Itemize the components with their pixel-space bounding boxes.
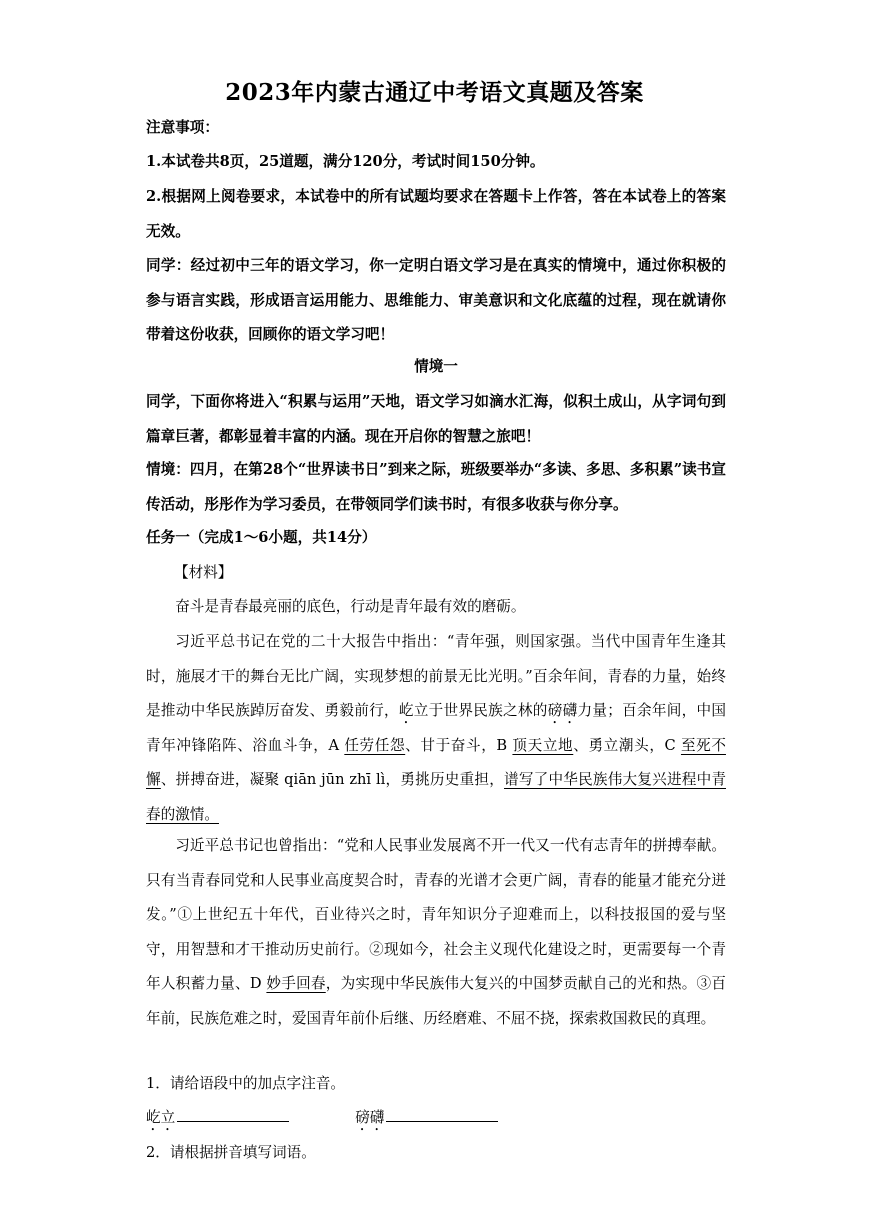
- dotted-char: 屹: [398, 702, 414, 719]
- q1-word-1: 屹立: [146, 1109, 176, 1126]
- task-heading: 任务一（完成1～6小题，共14分）: [146, 529, 377, 546]
- notice-item-1: 1.本试卷共8页，25道题，满分120分，考试时间150分钟。: [146, 153, 545, 170]
- question-2: 2．请根据拼音填写词语。: [146, 1144, 316, 1161]
- material-paragraph-1: 奋斗是青春最亮丽的底色，行动是青年最有效的磨砺。: [175, 598, 526, 615]
- underlined-sentence: 谱写了中华民族伟大复兴进程中青春的激情。: [146, 771, 726, 823]
- section-intro: 同学，下面你将进入“积累与运用”天地，语文学习如滴水汇海，似积土成山，从字词句到篇章巨著，都彰显着丰富的内涵。现在开启你的智慧之旅吧！: [146, 393, 726, 445]
- document-title: 2023年内蒙古通辽中考语文真题及答案: [225, 79, 644, 106]
- material-paragraph-2: 习近平总书记在党的二十大报告中指出：“青年强，则国家强。当代中国青年生逢其时，施展才干的舞台无比广阔，实现梦想的前景无比光明。”百余年间，青春的力量，始终是推动中华民族踔厉奋发、勇毅前行，屹立于世界民族之林的磅礴力量；百余年间，中国青年冲锋陷阵、浴血斗争，A 任劳任怨、甘于奋斗，B 顶天立地、勇立潮头，C 至死不懈、拼搏奋进，凝聚 qiān jūn zhī lì，勇挑历史重担，谱写了中华民族伟大复兴进程中青春的激情。: [146, 633, 726, 823]
- underlined-idiom-a: 任劳任怨: [344, 736, 406, 754]
- dotted-char: 磅: [547, 702, 563, 719]
- dotted-char: 礴: [562, 702, 578, 719]
- material-paragraph-3: 习近平总书记也曾指出：“党和人民事业发展离不开一代又一代有志青年的拼搏奉献。只有当青春同党和人民事业高度契合时，青春的光谱才会更广阔，青春的能量才能充分迸发。”①上世纪五十年代，百业待兴之时，青年知识分子迎难而上，以科技报国的爱与坚守，用智慧和才干推动历史前行。②现如今，社会主义现代化建设之时，更需要每一个青年人积蓄力量、D 妙手回春，为实现中华民族伟大复兴的中国梦贡献自己的光和热。③百年前，民族危难之时，爱国青年前仆后继、历经磨难、不屈不挠，探索救国救民的真理。: [146, 837, 726, 1027]
- q1-word-2: 磅礴: [355, 1109, 385, 1126]
- notice-item-2: 2.根据网上阅卷要求，本试卷中的所有试题均要求在答题卡上作答，答在本试卷上的答案无效。: [146, 188, 726, 240]
- underlined-idiom-c: 至死不懈: [146, 736, 726, 788]
- notice-heading: 注意事项：: [146, 119, 219, 136]
- student-intro: 同学：经过初中三年的语文学习，你一定明白语文学习是在真实的情境中，通过你积极的参与语言实践，形成语言运用能力、思维能力、审美意识和文化底蕴的过程，现在就请你带着这份收获，回顾你的语文学习吧！: [146, 257, 726, 343]
- scenario-text: 情境：四月，在第28个“世界读书日”到来之际，班级要举办“多读、多思、多积累”读书宣传活动，彤彤作为学习委员，在带领同学们读书时，有很多收获与你分享。: [146, 461, 726, 513]
- question-1-answers: [146, 1101, 726, 1136]
- answer-blank-2[interactable]: [386, 1105, 498, 1122]
- material-label: 【材料】: [174, 564, 233, 581]
- answer-blank-1[interactable]: [177, 1105, 289, 1122]
- underlined-idiom-d: 妙手回春: [266, 975, 326, 992]
- section-heading: 情境一: [414, 358, 458, 375]
- underlined-idiom-b: 顶天立地: [512, 736, 574, 754]
- question-1: 1．请给语段中的加点字注音。: [146, 1075, 346, 1092]
